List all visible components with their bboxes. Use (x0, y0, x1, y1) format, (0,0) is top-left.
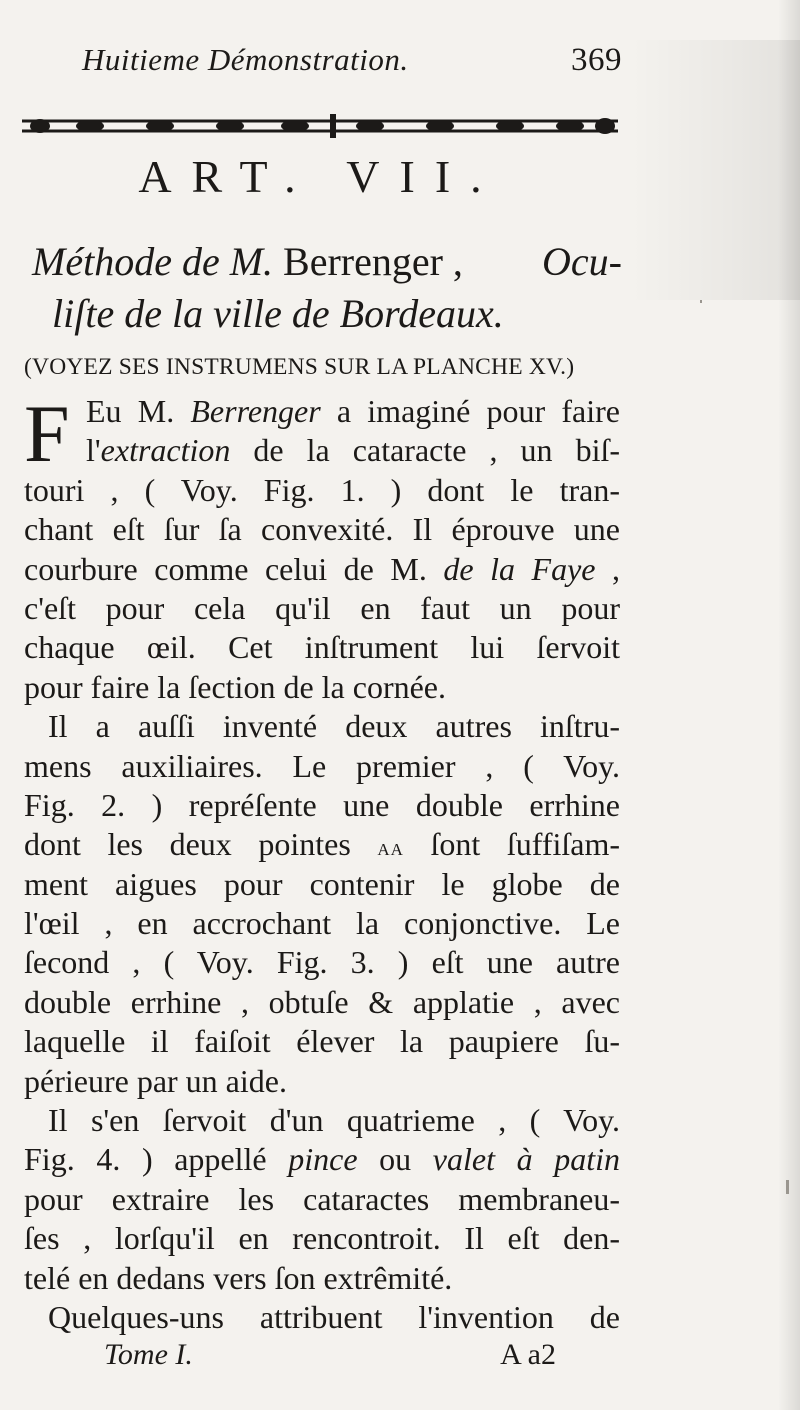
text-run: courbure comme celui de M. (24, 550, 444, 587)
text-run: a imaginé pour faire (320, 393, 620, 429)
italic-run: valet à patin (432, 1141, 620, 1178)
text-run: ou (357, 1141, 433, 1178)
section-title-line1-italic-a: Méthode de M. (32, 239, 274, 284)
text-line: telé en dedans vers ſon extrêmité. (24, 1259, 453, 1296)
text-line: Quelques-uns attribuent l'invention de (48, 1298, 620, 1335)
ornamental-rule-icon (20, 112, 620, 140)
text-line: l'œil , en accrochant la conjonctive. Le (24, 905, 620, 942)
text-line: chant eſt ſur ſa convexité. Il éprouve une (24, 511, 620, 548)
article-heading: ART. VII. (138, 151, 502, 202)
text-line: ſes , lorſqu'il en rencontroit. Il eſt den- (24, 1220, 620, 1257)
text-line (24, 1140, 620, 1179)
italic-run: extraction (100, 432, 231, 469)
section-title-line1-italic-b: Ocu- (542, 239, 622, 284)
small-caps-run: aa (377, 835, 404, 862)
text-line: chaque œil. Cet inſtrument lui ſervoit (24, 629, 620, 666)
text-line (24, 825, 620, 864)
text-run: Fig. 4. ) appellé (24, 1141, 289, 1178)
text-line: ſecond , ( Voy. Fig. 3. ) eſt une autre (24, 944, 620, 981)
text-run: de la cataracte , un biſ- (230, 432, 620, 469)
text-line: touri , ( Voy. Fig. 1. ) dont le tran- (24, 471, 620, 508)
text-line: c'eſt pour cela qu'il en faut un pour (24, 589, 620, 626)
text-line: Il s'en ſervoit d'un quatrieme , ( Voy. (48, 1102, 620, 1139)
paragraph-4 (24, 1298, 620, 1337)
signature-mark: A a2 (500, 1338, 556, 1371)
text-line: Fig. 2. ) repréſente une double errhine (24, 786, 620, 823)
text-line: mens auxiliaires. Le premier , ( Voy. (24, 747, 620, 784)
running-head (82, 42, 622, 92)
italic-run: de la Faye (443, 550, 596, 587)
running-title: Huitieme Démonstration. (82, 42, 409, 77)
text-line: double errhine , obtuſe & applatie , avec (24, 983, 620, 1020)
paragraph-3 (24, 1101, 620, 1298)
section-title-line2: liſte de la ville de Bordeaux. (52, 291, 504, 336)
page-number: 369 (571, 42, 622, 78)
text-line (24, 431, 620, 470)
text-run: , (595, 550, 621, 587)
drop-cap: F (24, 388, 70, 479)
text-run: l' (86, 432, 101, 469)
italic-run: Berrenger (190, 393, 321, 429)
body-text (24, 388, 621, 1337)
text-line: pour faire la ſection de la cornée. (24, 668, 446, 705)
volume-label: Tome I. (104, 1338, 193, 1371)
text-line (24, 392, 620, 431)
bleed-through-shadow (630, 40, 800, 300)
text-line (24, 550, 620, 589)
text-run: ſont ſuffiſam- (403, 826, 620, 863)
section-title-line1-roman: Berrenger , (283, 239, 463, 284)
page-footer (104, 1338, 556, 1378)
text-line: périeure par un aide. (24, 1062, 287, 1099)
see-instruments-note: (VOYEZ SES INSTRUMENS SUR LA PLANCHE XV.) (24, 354, 575, 380)
text-run: Eu M. (86, 393, 191, 429)
text-line: Il a auſſi inventé deux autres inſtru- (48, 708, 620, 745)
paragraph-2 (24, 707, 620, 1101)
page-edge-shadow (778, 0, 800, 1410)
paragraph-1 (24, 388, 621, 707)
margin-speck (786, 1180, 789, 1194)
text-line: laquelle il faiſoit élever la paupiere ſu- (24, 1023, 620, 1060)
italic-run: pince (288, 1141, 358, 1178)
margin-speck (700, 300, 702, 303)
text-line: ment aigues pour contenir le globe de (24, 865, 620, 902)
text-line: pour extraire les cataractes membraneu- (24, 1180, 620, 1217)
text-run: dont les deux pointes (24, 826, 378, 863)
